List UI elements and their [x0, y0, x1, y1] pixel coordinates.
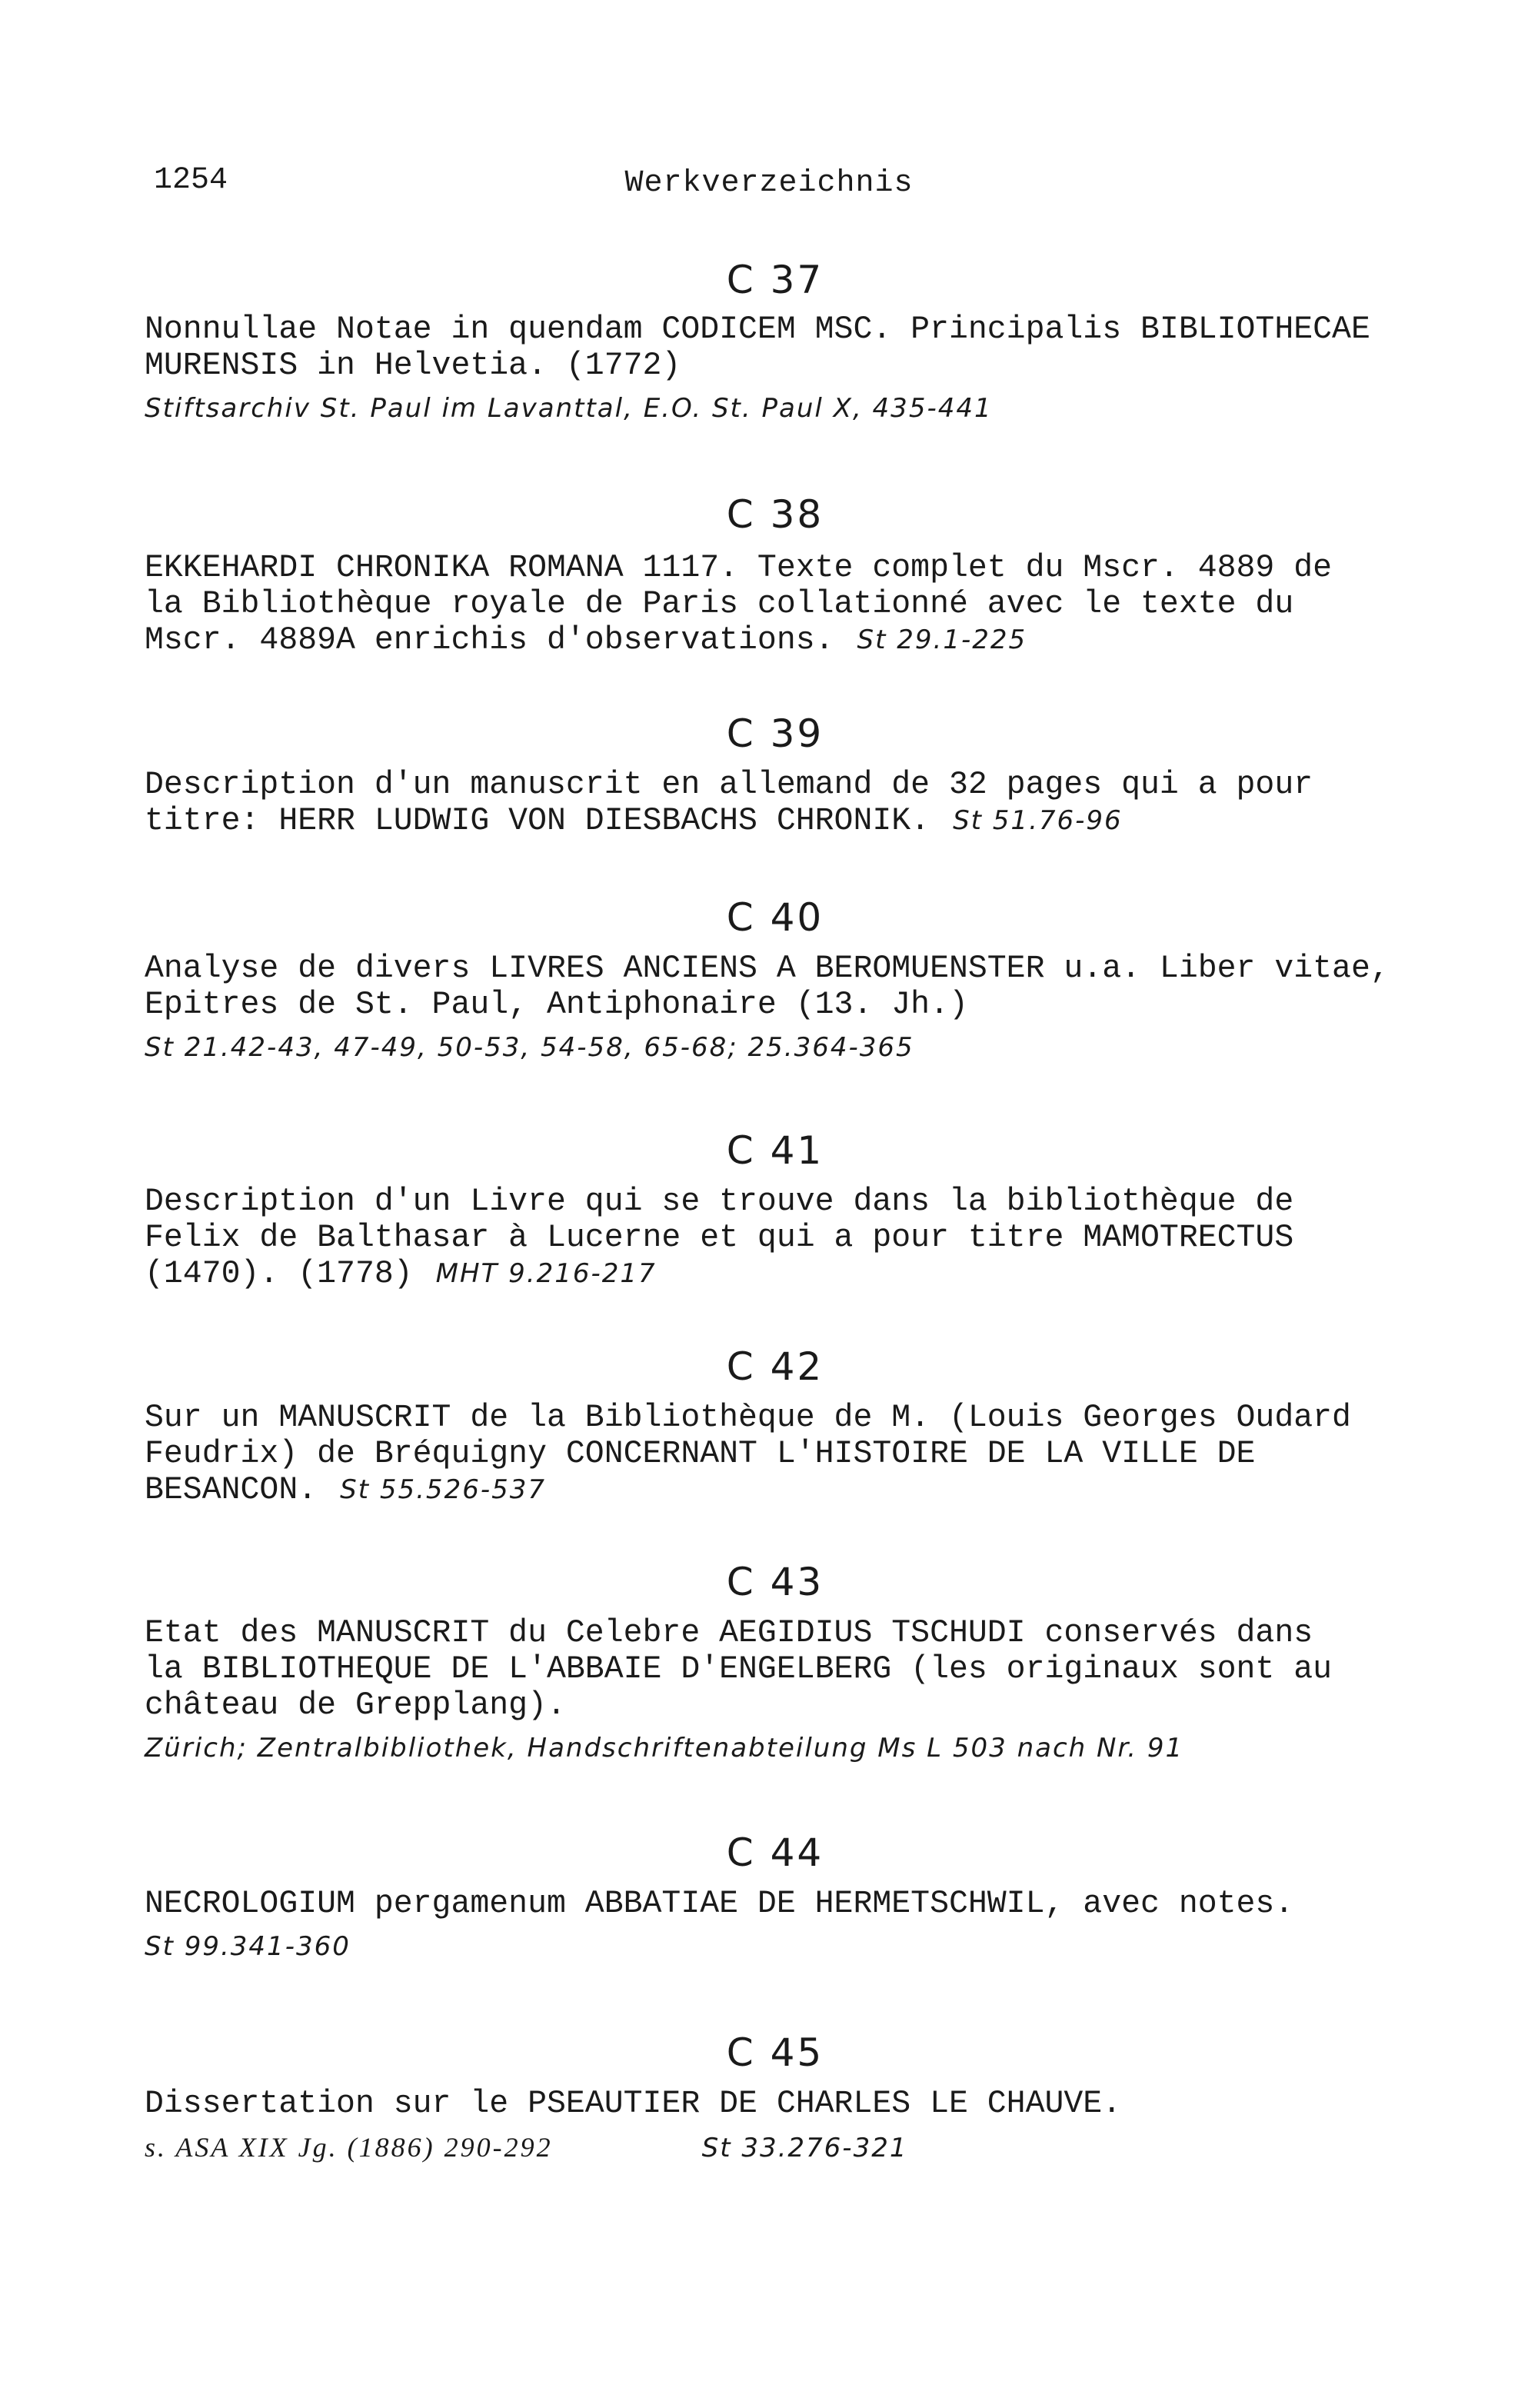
entry-text: Dissertation sur le PSEAUTIER DE CHARLES LE CHAUVE.	[145, 2086, 1122, 2122]
entry-c37	[145, 258, 1498, 424]
entry-text: Description d'un manuscrit en allemand de 32 pages qui a pour titre: HERR LUDWIG VON DIESBACHS CHRONIK. St 51.76-96	[145, 767, 1313, 839]
entry-text: Sur un MANUSCRIT de la Bibliothèque de M. (Louis Georges Oudard Feudrix) de Bréquigny CONCERNANT L'HISTOIRE DE LA VILLE DE BESANCON. St 55.526-537	[145, 1400, 1351, 1508]
entry-text: Analyse de divers LIVRES ANCIENS A BEROMUENSTER u.a. Liber vitae, Epitres de St. Paul, Antiphonaire (13. Jh.)	[145, 951, 1390, 1023]
entry-c43	[145, 1560, 1498, 1764]
entry-text: Nonnullae Notae in quendam CODICEM MSC. Principalis BIBLIOTHECAE MURENSIS in Helvetia. (1772)	[145, 311, 1370, 384]
entry-reference: St 99.341-360	[145, 1931, 351, 1962]
entry-heading: C 40	[726, 895, 824, 940]
entry-heading: C 44	[726, 1830, 824, 1875]
entry-heading: C 43	[726, 1560, 824, 1604]
entry-c42	[145, 1344, 1498, 1508]
entry-heading: C 39	[726, 711, 824, 756]
entry-reference: St 29.1-225	[857, 624, 1027, 655]
entry-reference-asa: s. ASA XIX Jg. (1886) 290-292	[145, 2132, 553, 2163]
entry-c45	[145, 2030, 1498, 2163]
entry-c41	[145, 1128, 1498, 1292]
entry-c39	[145, 711, 1498, 839]
entry-text: NECROLOGIUM pergamenum ABBATIAE DE HERMETSCHWIL, avec notes.	[145, 1886, 1294, 1922]
entry-reference: St 51.76-96	[953, 805, 1123, 836]
entry-reference: Stiftsarchiv St. Paul im Lavanttal, E.O. St. Paul X, 435-441	[145, 393, 993, 424]
entry-reference-st: St 33.276-321	[701, 2133, 908, 2163]
entry-reference: MHT 9.216-217	[435, 1258, 657, 1289]
entry-reference-line	[145, 2131, 1498, 2163]
entry-heading: C 45	[726, 2030, 824, 2075]
page-header	[0, 163, 1538, 201]
entry-heading: C 41	[726, 1128, 824, 1173]
page-number: 1254	[154, 163, 228, 198]
entry-c40	[145, 895, 1498, 1063]
entry-heading: C 42	[726, 1344, 824, 1389]
entry-reference: St 21.42-43, 47-49, 50-53, 54-58, 65-68; 25.364-365	[145, 1032, 914, 1063]
entry-text: Description d'un Livre qui se trouve dans la bibliothèque de Felix de Balthasar à Lucerne et qui a pour titre MAMOTRECTUS (1470). (1778) MHT 9.216-217	[145, 1184, 1294, 1292]
entry-heading: C 37	[726, 258, 824, 302]
entry-heading: C 38	[726, 492, 824, 537]
entry-reference: Zürich; Zentralbibliothek, Handschriftenabteilung Ms L 503 nach Nr. 91	[145, 1733, 1184, 1764]
entry-reference: St 55.526-537	[340, 1474, 546, 1505]
entry-text: EKKEHARDI CHRONIKA ROMANA 1117. Texte complet du Mscr. 4889 de la Bibliothèque royale de Paris collationné avec le texte du Mscr. 4889A enrichis d'observations. St 29.1-225	[145, 550, 1333, 658]
entry-text: Etat des MANUSCRIT du Celebre AEGIDIUS TSCHUDI conservés dans la BIBLIOTHEQUE DE L'ABBAIE D'ENGELBERG (les originaux sont au château de Grepplang).	[145, 1615, 1333, 1724]
running-head: Werkverzeichnis	[624, 166, 914, 201]
entry-c38	[145, 492, 1498, 658]
entry-c44	[145, 1830, 1498, 1962]
